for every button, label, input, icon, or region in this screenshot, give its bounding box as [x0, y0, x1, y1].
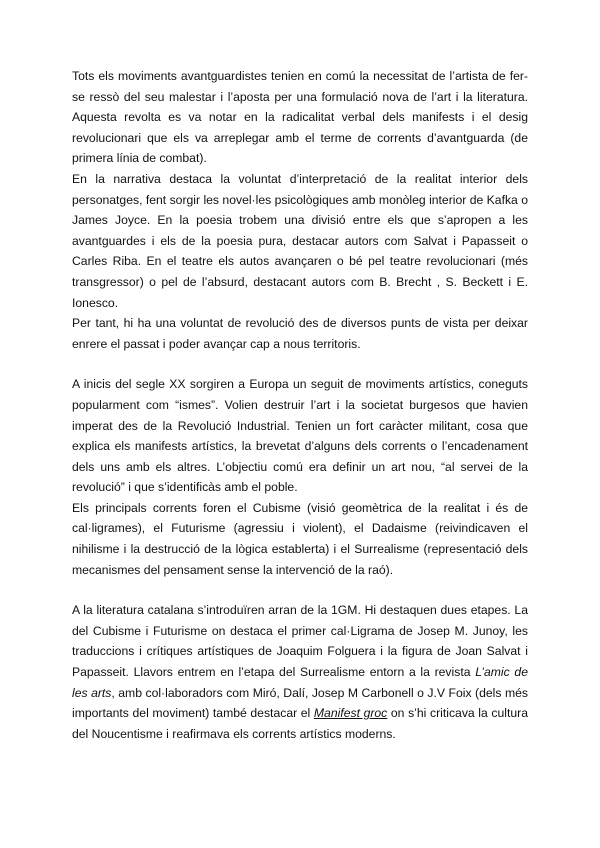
paragraph-principals-corrents: Els principals corrents foren el Cubisme (visió geomètrica de la realitat i és de cal·ligrames), el Futurisme (agressiu i violent), el Dadaisme (reivindicaven el nihilisme i la destrucció de la lògica establerta) i el Surrealisme (representació dels mecanismes del pensament sense la intervenció de la raó). [72, 500, 528, 577]
magazine-title: L’amic de les arts [72, 665, 528, 700]
text-segment: on s’hi criticava la cultura del Noucentisme i reafirmava els corrents artístics moderns. [72, 706, 528, 741]
paragraph-narrativa-poesia-teatre: En la narrativa destaca la voluntat d’interpretació de la realitat interior dels personatges, fent sorgir les novel·les psicològiques amb monòleg interior de Kafka o James Joyce. En la poesia trobem una divisió entre els que s’apropen a les avantguardes i els de la poesia pura, destacar autors com Salvat i Papasseit o Carles Riba. En el teatre els autos avançaren o bé pel teatre revolucionari (més transgressor) o pel de l’absurd, destacant autors com B. Brecht , S. Beckett i E. Ionesco. [72, 171, 528, 310]
manifest-title [314, 706, 387, 720]
paragraph-avantguardes-intro: Tots els moviments avantguardistes tenien en comú la necessitat de l’artista de fer-se ressò del seu malestar i l’aposta per una formulació nova de l’art i la literatura. Aquesta revolta es va notar en la radicalitat verbal dels manifests i el desig revolucionari que els va arreplegar amb el terme de corrents d’avantguarda (de primera línia de combat). [72, 69, 528, 166]
manifest-title-underlined: Manifest groc [313, 706, 388, 721]
document-page [72, 66, 528, 744]
text-segment: , amb col·laboradors com Miró, Dalí, Josep M Carbonell o J.V Foix (dels més importants del moviment) també destacar el [72, 685, 528, 721]
paragraph-gap [72, 354, 528, 374]
paragraph-conclusio: Per tant, hi ha una voluntat de revolució des de diversos punts de vista per deixar enrere el passat i poder avançar cap a nous territoris. [72, 316, 528, 351]
paragraph-gap [72, 580, 528, 600]
paragraph-literatura-catalana [72, 600, 528, 744]
paragraph-ismes: A inicis del segle XX sorgiren a Europa un seguit de moviments artístics, coneguts popularment com “ismes”. Volien destruir l’art i la societat burgesos que havien imperat des de la Revolució Industrial. Tenien un fort caràcter militant, cosa que explica els manifests artístics, la brevetat d’alguns dels corrents o l’encadenament dels uns amb els altres. L’objectiu comú era definir un art nou, “al servei de la revolució” i que s’identificàs amb el poble. [72, 377, 528, 495]
text-segment: A la literatura catalana s’introduïren arran de la 1GM. Hi destaquen dues etapes. La del Cubisme i Futurisme on destaca el primer cal·Ligrama de Josep M. Junoy, les traduccions i crítiques artístiques de Joaquim Folguera i la figura de Joan Salvat i Papasseit. Llavors entrem en l’etapa del Surrealisme entorn a la revista [72, 603, 528, 680]
